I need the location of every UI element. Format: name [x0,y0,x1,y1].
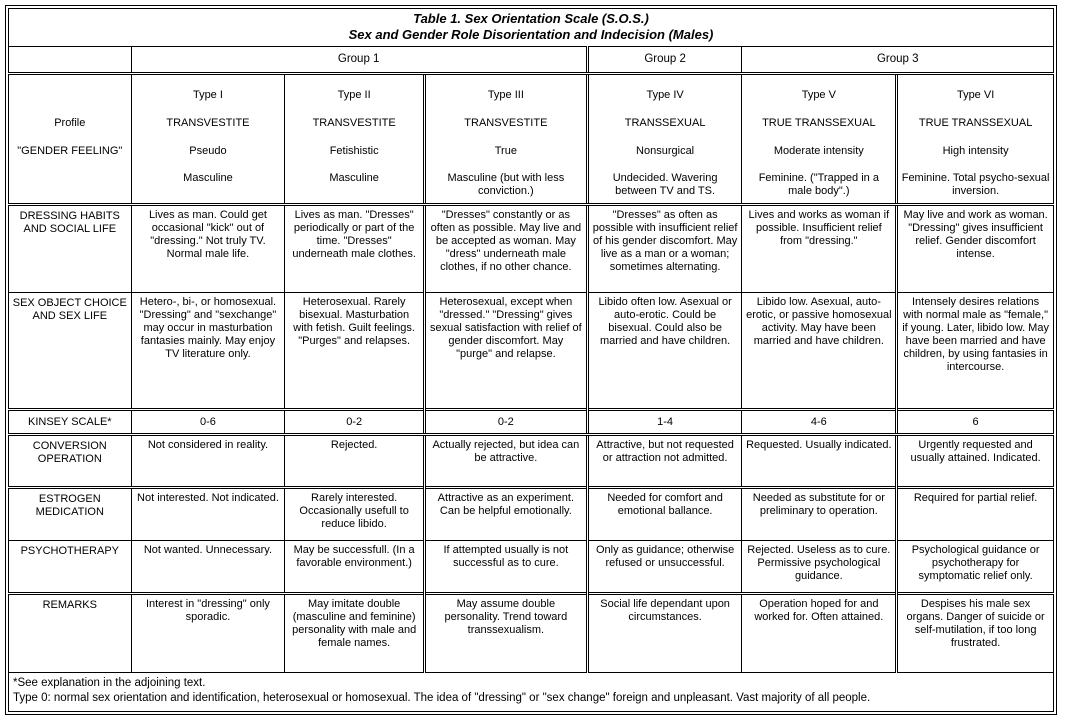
conversion-type-6: Urgently requested and usually attained. Indicated. [897,435,1054,488]
estrogen-type-3: Attractive as an experiment. Can be helpful emotionally. [424,488,587,541]
sex-object-row-label: SEX OBJECT CHOICE AND SEX LIFE [9,292,132,409]
kinsey-type-4: 1-4 [587,409,742,434]
type-6-name: TRUE TRANSSEXUAL [918,116,1033,129]
remarks-type-2: May imitate double (masculine and feminine) personality with male and female names. [285,593,425,672]
type-2-subtype: Fetishistic [329,144,379,157]
kinsey-type-1: 0-6 [131,409,285,434]
dressing-habits-row-label: DRESSING HABITS AND SOCIAL LIFE [9,205,132,292]
dressing-type-1: Lives as man. Could get occasional "kick" out of "dressing." Not truly TV. Normal male life. [131,205,285,292]
title-row [9,9,1054,47]
remarks-row [9,593,1054,672]
type-1-feeling: Masculine [183,172,233,185]
sex-orientation-scale-table [8,8,1054,712]
sex-object-row [9,292,1054,409]
profile-row-label [9,74,132,205]
profile-type-6 [897,74,1054,205]
kinsey-type-5: 4-6 [742,409,897,434]
type-4-name: TRANSSEXUAL [624,116,706,129]
profile-type-2 [285,74,425,205]
kinsey-type-3: 0-2 [424,409,587,434]
remarks-type-4: Social life dependant upon circumstances. [587,593,742,672]
profile-type-4 [587,74,742,205]
profile-label: Profile [54,116,86,129]
dressing-type-3: "Dresses" constantly or as often as possible. May live and be accepted as woman. May "dress" underneath male clothes, if no other chance. [424,205,587,292]
type-2-feeling: Masculine [329,172,379,185]
psychotherapy-type-4: Only as guidance; otherwise refused or unsuccessful. [587,541,742,594]
type-3-subtype: True [494,144,517,157]
footnote-line2: Type 0: normal sex orientation and identification, heterosexual or homosexual. The idea of "dressing" or "sex change" foreign and unpleasant. Vast majority of all people. [13,692,871,705]
psychotherapy-type-6: Psychological guidance or psychotherapy for symptomatic relief only. [897,541,1054,594]
psychotherapy-type-5: Rejected. Useless as to cure. Permissive psychological guidance. [742,541,897,594]
kinsey-type-6: 6 [897,409,1054,434]
conversion-operation-row [9,435,1054,488]
type-2-name: TRANSVESTITE [312,116,396,129]
type-1-name: TRANSVESTITE [166,116,250,129]
sex-object-type-3: Heterosexual, except when "dressed." "Dressing" gives sexual satisfaction with relief of gender discomfort. May "purge" and relapse. [424,292,587,409]
type-6-number: Type VI [956,88,995,101]
kinsey-scale-row-label: KINSEY SCALE* [9,409,132,434]
conversion-type-2: Rejected. [285,435,425,488]
group-header-empty-cell [9,46,132,73]
conversion-type-1: Not considered in reality. [131,435,285,488]
estrogen-type-5: Needed as substitute for or preliminary to operation. [742,488,897,541]
kinsey-scale-row [9,409,1054,434]
dressing-type-2: Lives as man. "Dresses" periodically or part of the time. "Dresses" underneath male clothes. [285,205,425,292]
remarks-type-6: Despises his male sex organs. Danger of suicide or self-mutilation, if too long frustrated. [897,593,1054,672]
conversion-type-5: Requested. Usually indicated. [742,435,897,488]
remarks-type-3: May assume double personality. Trend toward transsexualism. [424,593,587,672]
sex-object-type-5: Libido low. Asexual, auto-erotic, or passive homosexual activity. May have been married and have children. [742,292,897,409]
dressing-type-4: "Dresses" as often as possible with insufficient relief of his gender discomfort. May live as a man or a woman; sometimes alternating. [587,205,742,292]
type-6-subtype: High intensity [942,144,1009,157]
profile-row [9,74,1054,205]
conversion-row-label: CONVERSION OPERATION [9,435,132,488]
group-2-header: Group 2 [587,46,742,73]
group-1-header: Group 1 [131,46,587,73]
remarks-type-1: Interest in "dressing" only sporadic. [131,593,285,672]
type-4-feeling: Undecided. Wavering between TV and TS. [612,172,718,198]
psychotherapy-row [9,541,1054,594]
remarks-row-label: REMARKS [9,593,132,672]
dressing-type-6: May live and work as woman. "Dressing" gives insufficient relief. Gender discomfort intense. [897,205,1054,292]
dressing-habits-row [9,205,1054,292]
table-title-line2: Sex and Gender Role Disorientation and Indecision (Males) [348,27,714,43]
psychotherapy-type-1: Not wanted. Unnecessary. [131,541,285,594]
type-2-number: Type II [337,88,371,101]
type-5-subtype: Moderate intensity [773,144,864,157]
footnote-line1: *See explanation in the adjoining text. [13,677,206,690]
dressing-type-5: Lives and works as woman if possible. Insufficient relief from "dressing." [742,205,897,292]
estrogen-type-4: Needed for comfort and emotional ballance. [587,488,742,541]
profile-type-3 [424,74,587,205]
sex-object-type-4: Libido often low. Asexual or auto-erotic. Could be bisexual. Could also be married and have children. [587,292,742,409]
conversion-type-3: Actually rejected, but idea can be attractive. [424,435,587,488]
conversion-type-4: Attractive, but not requested or attraction not admitted. [587,435,742,488]
psychotherapy-type-3: If attempted usually is not successful as to cure. [424,541,587,594]
type-4-number: Type IV [646,88,684,101]
type-6-feeling: Feminine. Total psycho-sexual inversion. [901,172,1050,198]
profile-type-5 [742,74,897,205]
table-title-cell [9,9,1054,47]
type-5-number: Type V [801,88,836,101]
type-3-number: Type III [487,88,524,101]
psychotherapy-row-label: PSYCHOTHERAPY [9,541,132,594]
table-title-line1: Table 1. Sex Orientation Scale (S.O.S.) [413,11,649,27]
estrogen-type-1: Not interested. Not indicated. [131,488,285,541]
table-outer-frame [5,5,1057,715]
remarks-type-5: Operation hoped for and worked for. Often attained. [742,593,897,672]
footnote-cell [9,673,1054,712]
type-1-subtype: Pseudo [189,144,227,157]
type-4-subtype: Nonsurgical [636,144,695,157]
group-3-header: Group 3 [742,46,1054,73]
estrogen-type-2: Rarely interested. Occasionally usefull to reduce libido. [285,488,425,541]
group-header-row [9,46,1054,73]
profile-type-1 [131,74,285,205]
estrogen-medication-row [9,488,1054,541]
gender-feeling-label: "GENDER FEELING" [17,144,123,157]
sex-object-type-1: Hetero-, bi-, or homosexual. "Dressing" and "sexchange" may occur in masturbation fantasies mainly. May enjoy TV literature only. [131,292,285,409]
psychotherapy-type-2: May be successfull. (In a favorable environment.) [285,541,425,594]
footnote-row [9,673,1054,712]
sex-object-type-2: Heterosexual. Rarely bisexual. Masturbation with fetish. Guilt feelings. "Purges" and relapses. [285,292,425,409]
type-3-feeling: Masculine (but with less conviction.) [447,172,565,198]
type-5-feeling: Feminine. ("Trapped in a male body".) [758,172,879,198]
kinsey-type-2: 0-2 [285,409,425,434]
type-1-number: Type I [192,88,223,101]
estrogen-type-6: Required for partial relief. [897,488,1054,541]
sex-object-type-6: Intensely desires relations with normal male as "female," if young. Later, libido low. May have been married and have children, by using fantasies in intercourse. [897,292,1054,409]
type-3-name: TRANSVESTITE [464,116,548,129]
type-5-name: TRUE TRANSSEXUAL [762,116,876,129]
estrogen-row-label: ESTROGEN MEDICATION [9,488,132,541]
